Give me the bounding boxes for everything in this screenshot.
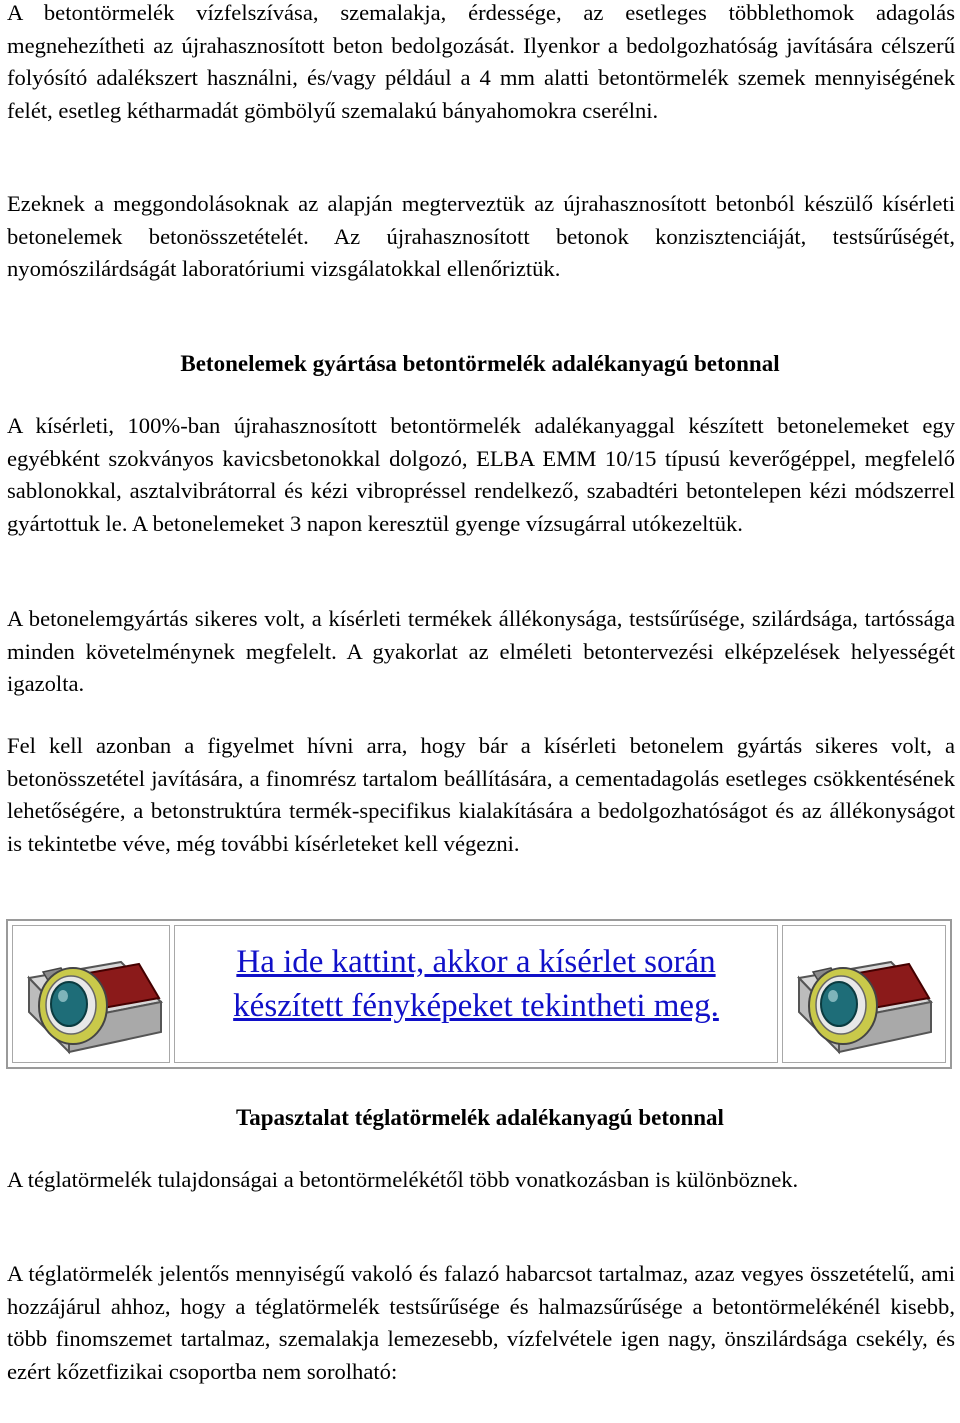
photo-link-box bbox=[6, 919, 952, 1069]
paragraph-brick-detail: A téglatörmelék jelentős mennyiségű vakoló és falazó habarcsot tartalmaz, azaz vegyes összetételű, ami hozzájárul ahhoz, hogy a téglatörmelék testsűrűsége és halmazsűrűsége a betontörmelékénél kisebb, több finomszemet tartalmaz, szemalakja lemezesebb, vízfelvétele igen nagy, önszilárdsága csekély, és ezért kőzetfizikai csoportba nem sorolható: bbox=[7, 1261, 955, 1384]
photo-cell-right[interactable] bbox=[782, 925, 946, 1063]
paragraph-attention: Fel kell azonban a figyelmet hívni arra, hogy bár a kísérleti betonelem gyártás sikeres volt, a betonösszetétel javítására, a finomrész tartalom beállítására, a cementadagolás esetleges csökkentésének lehetőségére, a betonstruktúra termék-specifikus kialakítására a bedolgozhatóságot és az állékonyságot is tekintetbe véve, még további kísérleteket kell végezni. bbox=[7, 733, 955, 856]
paragraph-design: Ezeknek a meggondolásoknak az alapján megterveztük az újrahasznosított betonból készülő kísérleti betonelemek betonösszetételét. Az újrahasznosított betonok konzisztenciáját, testsűrűségét, nyomószilárdságát laboratóriumi vizsgálatokkal ellenőriztük. bbox=[7, 191, 955, 282]
paragraph-production: A kísérleti, 100%-ban újrahasznosított betontörmelék adalékanyaggal készített betonelemeket egy egyébként szokványos kavicsbetonokkal dolgozó, ELBA EMM 10/15 típusú keverőgéppel, megfelelő sablonokkal, asztalvibrátorral és kézi vibropréssel rendelkező, szabadtéri betontelepen kézi módszerrel gyártottuk le. A betonelemeket 3 napon keresztül gyenge vízsugárral utókezeltük. bbox=[7, 413, 955, 536]
photos-link-line-1[interactable]: Ha ide kattint, akkor a kísérlet során bbox=[236, 944, 716, 980]
camera-icon[interactable] bbox=[791, 932, 937, 1058]
photo-cell-link bbox=[174, 925, 778, 1063]
camera-icon[interactable] bbox=[21, 932, 167, 1058]
photos-link-line-2[interactable]: készített fényképeket tekintheti meg. bbox=[233, 988, 719, 1024]
paragraph-intro: A betontörmelék vízfelszívása, szemalakja, érdessége, az esetleges többlethomok adagolás megnehezítheti az újrahasznosított beton bedolgozását. Ilyenkor a bedolgozhatóság javítására célszerű folyósító adalékszert használni, és/vagy például a 4 mm alatti betontörmelék szemek mennyiségének felét, esetleg kétharmadát gömbölyű szemalakú bányahomokra cserélni. bbox=[7, 0, 955, 123]
paragraph-brick-intro: A téglatörmelék tulajdonságai a betontörmelékétől több vonatkozásban is különböznek. bbox=[7, 1167, 799, 1192]
heading-brick-experience: Tapasztalat téglatörmelék adalékanyagú betonnal bbox=[236, 1105, 724, 1130]
photo-cell-left[interactable] bbox=[12, 925, 170, 1063]
paragraph-success: A betonelemgyártás sikeres volt, a kísérleti termékek állékonysága, testsűrűsége, szilárdsága, tartóssága minden követelménynek megfelelt. A gyakorlat az elméleti betontervezési elképzelések helyességét igazolta. bbox=[7, 606, 955, 697]
photos-link[interactable] bbox=[175, 940, 777, 1028]
heading-concrete-production: Betonelemek gyártása betontörmelék adalékanyagú betonnal bbox=[180, 351, 780, 376]
